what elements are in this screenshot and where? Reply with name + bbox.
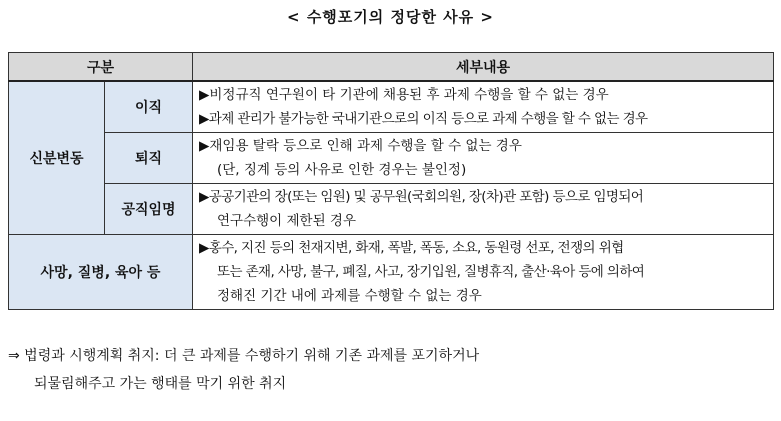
details-line: (단, 징계 등의 사유로 인한 경우는 불인정) [217,162,467,178]
table-header-row [9,53,774,82]
details-transfer [193,81,774,133]
table-row [9,81,774,133]
details-line: ▶재임용 탈락 등으로 인해 과제 수행을 할 수 없는 경우 [199,138,522,154]
details-line: 정해진 기간 내에 과제를 수행할 수 없는 경우 [217,288,482,304]
details-line: ▶과제 관리가 불가능한 국내기관으로의 이직 등으로 과제 수행을 할 수 없는 경우 [199,111,648,127]
details-retirement [193,133,774,184]
details-line: ▶비정규직 연구원이 타 기관에 채용된 후 과제 수행을 할 수 없는 경우 [199,87,609,103]
note-line-1: ⇒ 법령과 시행계획 취지: 더 큰 과제를 수행하기 위해 기존 과제를 포기하거나 [8,348,480,364]
table-row [9,133,774,184]
table-row [9,235,774,310]
details-line: ▶홍수, 지진 등의 천재지변, 화재, 폭발, 폭동, 소요, 동원령 선포, 전쟁의 위협 [199,240,624,256]
category-status-change: 신분변동 [9,81,105,235]
subcategory-retirement: 퇴직 [105,133,193,184]
note-line-2: 되물림해주고 가는 행태를 막기 위한 취지 [34,376,287,392]
details-death-illness [193,235,774,310]
reasons-table [8,52,774,310]
note-block [8,342,773,398]
subcategory-public-office: 공직임명 [105,184,193,235]
header-details: 세부내용 [193,53,774,82]
document-title: < 수행포기의 정당한 사유 > [287,8,494,26]
table-row [9,184,774,235]
header-category: 구분 [9,53,193,82]
subcategory-transfer: 이직 [105,81,193,133]
category-death-illness: 사망, 질병, 육아 등 [9,235,193,310]
details-public-office [193,184,774,235]
details-line: 연구수행이 제한된 경우 [217,213,356,229]
details-line: 또는 존재, 사망, 불구, 폐질, 사고, 장기입원, 질병휴직, 출산·육아 등에 의하여 [217,264,645,280]
details-line: ▶공공기관의 장(또는 임원) 및 공무원(국회의원, 장(차)관 포함) 등으로 임명되어 [199,189,644,205]
